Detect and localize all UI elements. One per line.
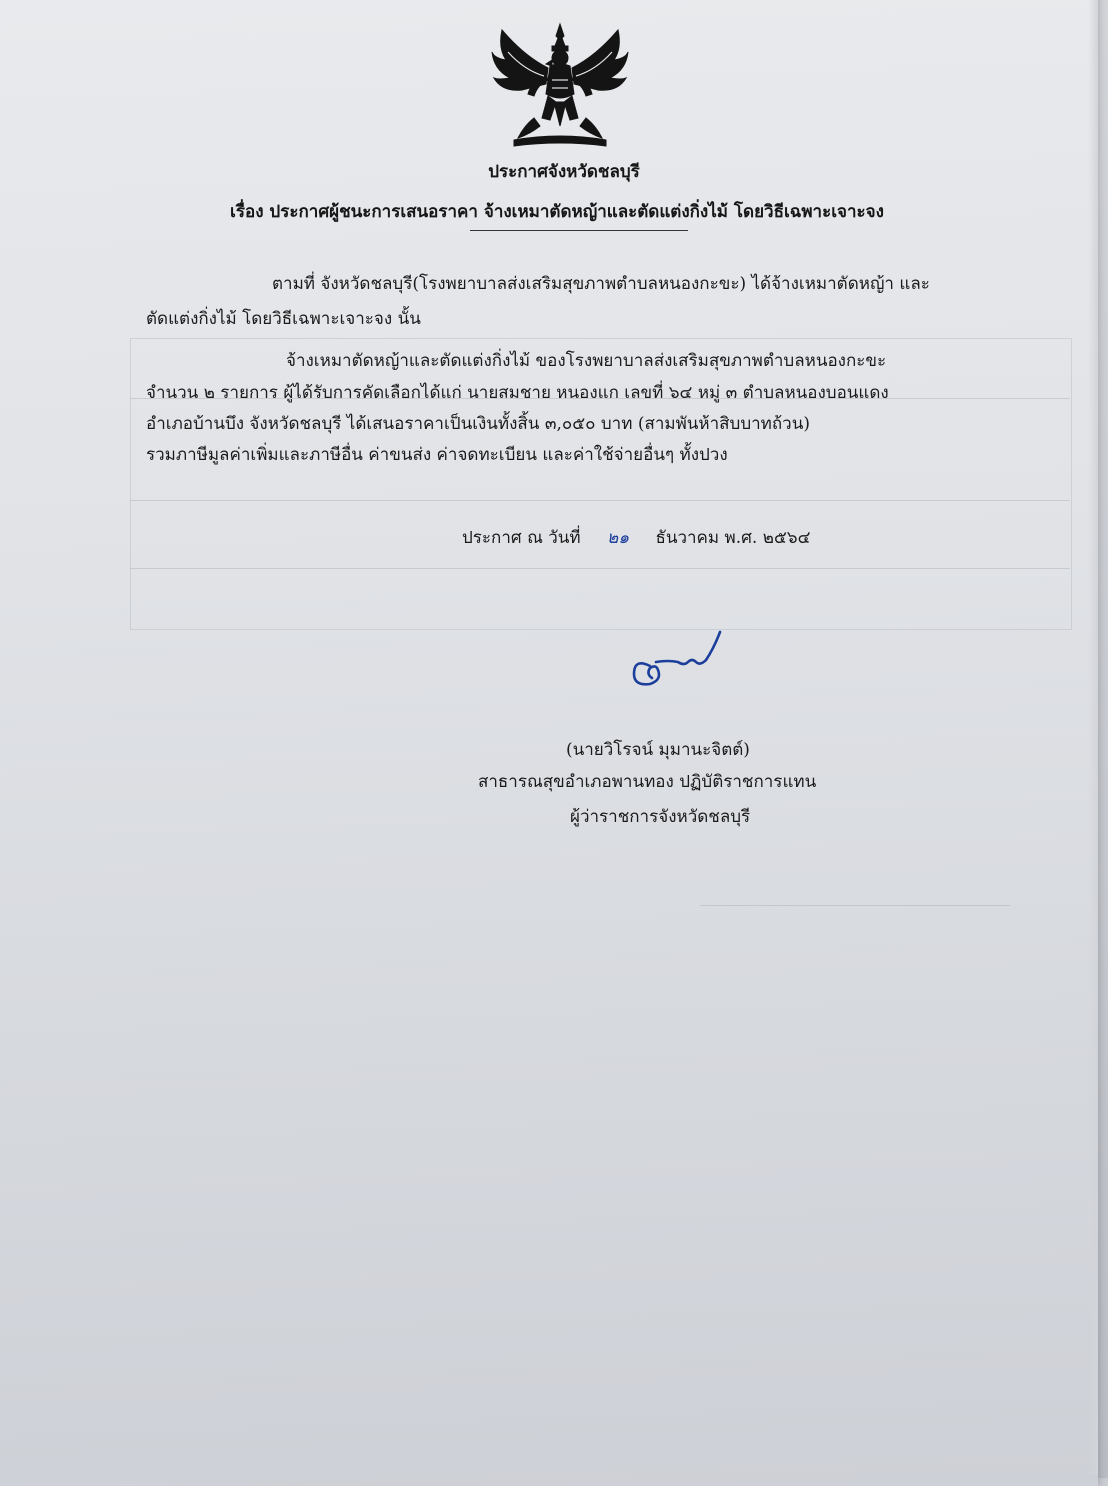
announcement-date	[462, 524, 810, 551]
subject-underline	[470, 230, 688, 231]
paragraph2-line1: จ้างเหมาตัดหญ้าและตัดแต่งกิ่งไม้ ของโรงพยาบาลส่งเสริมสุขภาพตำบลหนองกะขะ	[286, 351, 887, 371]
subject-line	[3, 198, 1108, 225]
date-day: ๒๑	[607, 528, 630, 548]
paragraph1-line1: ตามที่ จังหวัดชลบุรี(โรงพยาบาลส่งเสริมสุขภาพตำบลหนองกะขะ) ได้จ้างเหมาตัดหญ้า และ	[272, 274, 930, 294]
paragraph2-line2: จำนวน ๒ รายการ ผู้ได้รับการคัดเลือกได้แก่ นายสมชาย หนองแก เลขที่ ๖๔ หมู่ ๓ ตำบลหนองบอนแดง	[146, 383, 889, 403]
signatory-name: (นายวิโรจน์ มุมานะจิตต์)	[566, 740, 750, 760]
signatory-title: ผู้ว่าราชการจังหวัดชลบุรี	[570, 807, 751, 827]
document-title: ประกาศจังหวัดชลบุรี	[488, 162, 640, 182]
subject-text: ประกาศผู้ชนะการเสนอราคา จ้างเหมาตัดหญ้าและตัดแต่งกิ่งไม้ โดยวิธีเฉพาะเจาะจง	[269, 202, 884, 222]
handwritten-signature	[620, 622, 740, 712]
bleed-through-rule	[130, 500, 1070, 501]
bleed-through-rule	[130, 568, 1070, 569]
date-prefix: ประกาศ ณ วันที่	[462, 528, 581, 548]
signatory-position: สาธารณสุขอำเภอพานทอง ปฏิบัติราชการแทน	[478, 772, 817, 792]
subject-label: เรื่อง	[230, 202, 264, 222]
garuda-emblem-icon	[488, 22, 632, 154]
paragraph2-line3: อำเภอบ้านบึง จังหวัดชลบุรี ได้เสนอราคาเป็นเงินทั้งสิ้น ๓,๐๕๐ บาท (สามพันห้าสิบบาทถ้วน)	[146, 414, 810, 434]
paragraph1-line2: ตัดแต่งกิ่งไม้ โดยวิธีเฉพาะเจาะจง นั้น	[146, 309, 421, 329]
date-month-year: ธันวาคม พ.ศ. ๒๕๖๔	[655, 528, 811, 548]
paragraph2-line4: รวมภาษีมูลค่าเพิ่มและภาษีอื่น ค่าขนส่ง ค่าจดทะเบียน และค่าใช้จ่ายอื่นๆ ทั้งปวง	[146, 445, 728, 465]
bleed-through-rule	[700, 905, 1010, 906]
